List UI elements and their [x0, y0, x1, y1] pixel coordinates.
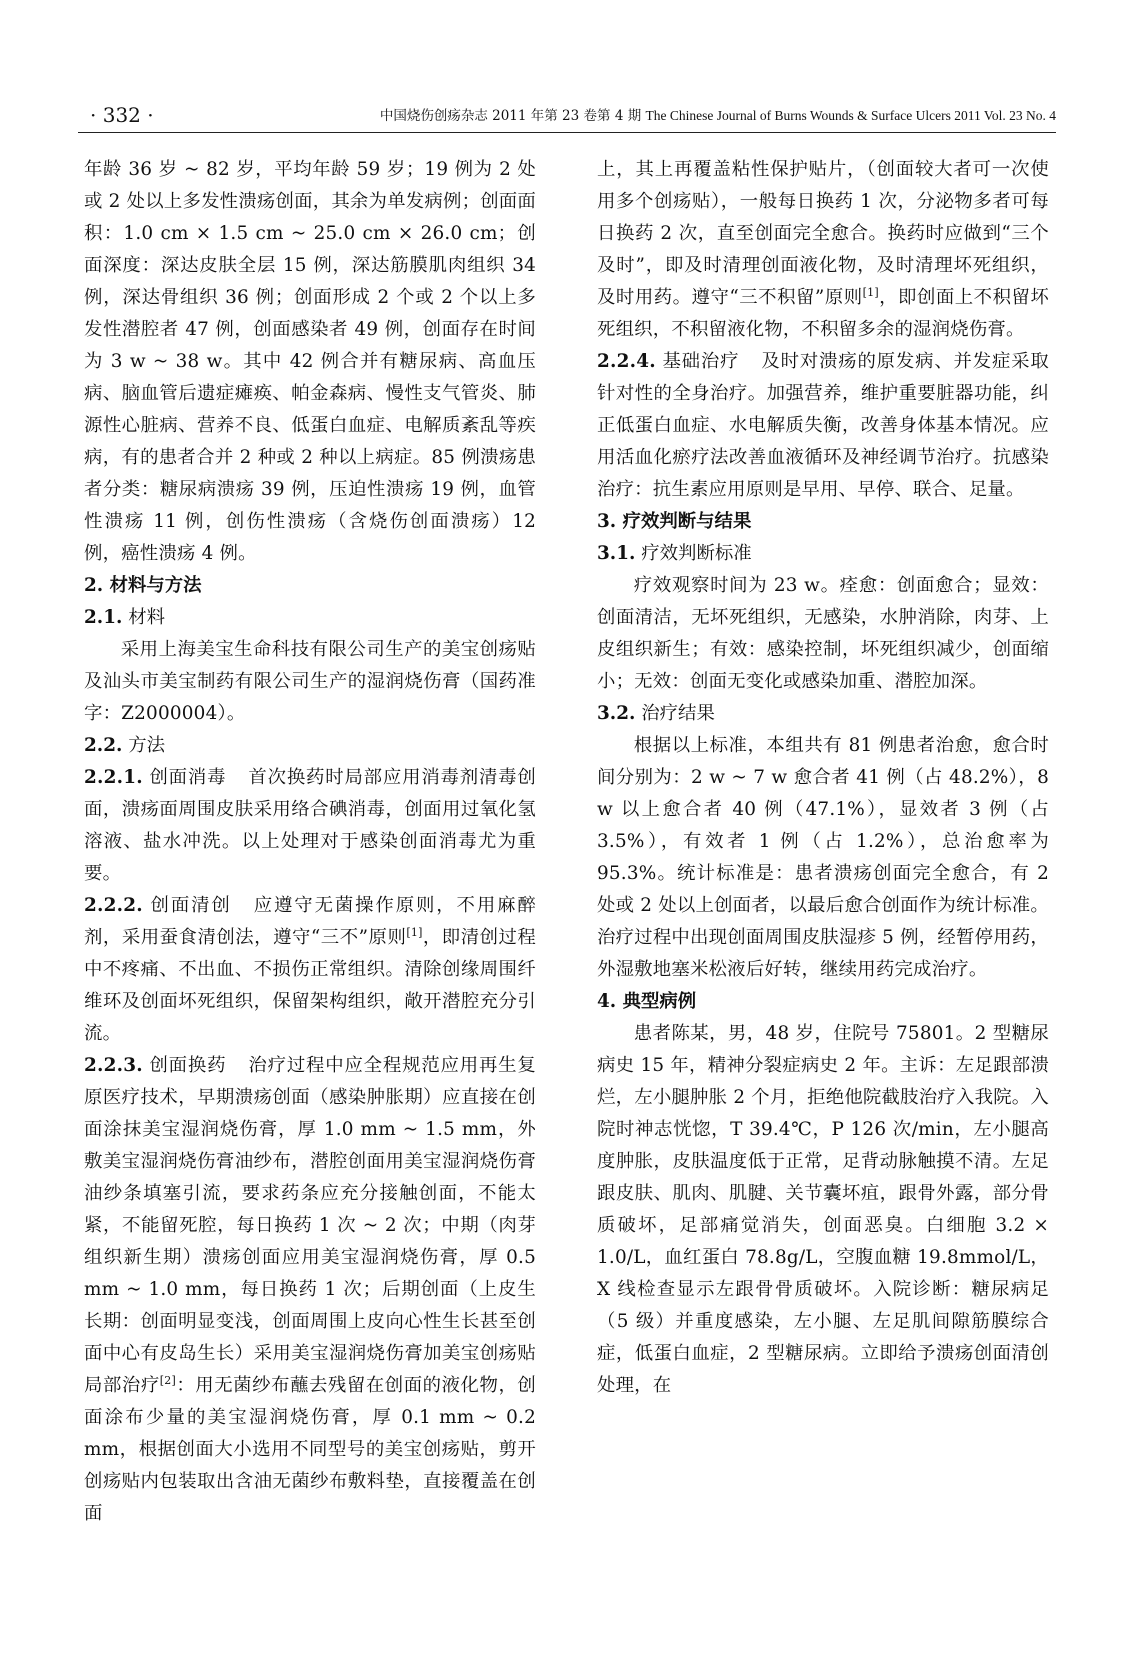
criteria-paragraph: 疗效观察时间为 23 w。痊愈：创面愈合；显效：创面清洁，无坏死组织，无感染，水肿消除，肉芽、上皮组织新生；有效：感染控制，坏死组织减少，创面缩小；无效：创面无变化或感染加重、潜腔加深。 [597, 575, 1049, 692]
journal-title-en: The Chinese Journal of Burns Wounds & Surface Ulcers 2011 Vol. 23 No. 4 [645, 108, 1056, 123]
subsection-heading-materials [84, 602, 536, 634]
running-header [78, 102, 1056, 133]
item-number: 2.2.4. [597, 351, 656, 372]
item-text: 首次换药时局部应用消毒剂清毒创面，溃疡面周围皮肤采用络合碘消毒，创面用过氧化氢溶液、盐水冲洗。以上处理对于感染创面消毒尤为重要。 [84, 767, 536, 884]
heading-text: 治疗结果 [641, 703, 715, 724]
reference-mark: [1] [406, 925, 423, 939]
section-heading-results: 3. 疗效判断与结果 [597, 511, 752, 532]
item-text: ，即创面上不积留坏死组织，不积留液化物，不积留多余的湿润烧伤膏。 [597, 287, 1049, 340]
materials-paragraph: 采用上海美宝生命科技有限公司生产的美宝创疡贴及汕头市美宝制药有限公司生产的湿润烧伤膏（国药准字：Z2000004）。 [84, 639, 536, 724]
item-title: 创面消毒 [149, 767, 227, 788]
item-title: 基础治疗 [662, 351, 740, 372]
outcome-paragraph: 根据以上标准，本组共有 81 例患者治愈，愈合时间分别为：2 w ~ 7 w 愈合者 41 例（占 48.2%），8 w 以上愈合者 40 例（47.1%），显效者 3 例（占 3.5%），有效者 1 例（占 1.2%），总治愈率为 95.3%。统计标准是：患者溃疡创面完全愈合，有 2 处或 2 处以上创面者，以最后愈合创面作为统计标准。治疗过程中出现创面周围皮肤湿疹 5 例，经暂停用药，外湿敷地塞米松液后好转，继续用药完成治疗。 [597, 735, 1049, 980]
heading-number: 3.1. [597, 543, 636, 564]
item-title: 创面换药 [149, 1055, 227, 1076]
page-number: · 332 · [90, 103, 154, 127]
item-title: 创面清创 [150, 895, 232, 916]
heading-text: 疗效判断标准 [641, 543, 752, 564]
dressing-change-paragraph [84, 1050, 536, 1530]
subsection-heading-method [84, 730, 536, 762]
heading-number: 3.2. [597, 703, 636, 724]
item-number: 2.2.1. [84, 767, 143, 788]
right-column [597, 154, 1049, 1614]
item-number: 2.2.2. [84, 895, 143, 916]
item-text: ：用无菌纱布蘸去残留在创面的液化物，创面涂布少量的美宝湿润烧伤膏，厚 0.1 mm ~ 0.2 mm，根据创面大小选用不同型号的美宝创疡贴，剪开创疡贴内包装取出含油无菌纱布敷料垫，直接覆盖在创面 [84, 1375, 536, 1524]
journal-citation [380, 106, 1056, 126]
debridement-paragraph [84, 890, 536, 1050]
patient-overview-paragraph: 年龄 36 岁 ~ 82 岁，平均年龄 59 岁；19 例为 2 处或 2 处以上多发性溃疡创面，其余为单发病例；创面面积：1.0 cm × 1.5 cm ~ 25.0 cm × 26.0 cm；创面深度：深达皮肤全层 15 例，深达筋膜肌肉组织 34 例，深达骨组织 36 例；创面形成 2 个或 2 个以上多发性潜腔者 47 例，创面感染者 49 例，创面存在时间为 3 w ~ 38 w。其中 42 例合并有糖尿病、高血压病、脑血管后遗症瘫痪、帕金森病、慢性支气管炎、肺源性心脏病、营养不良、低蛋白血症、电解质紊乱等疾病，有的患者合并 2 种或 2 种以上病症。85 例溃疡患者分类：糖尿病溃疡 39 例，压迫性溃疡 19 例，血管性溃疡 11 例，创伤性溃疡（含烧伤创面溃疡）12 例，癌性溃疡 4 例。 [84, 159, 536, 564]
left-column [84, 154, 536, 1614]
item-text: 应遵守无菌操作原则，不用麻醉剂，采用蚕食清创法，遵守“三不”原则 [84, 895, 536, 948]
item-number: 2.2.3. [84, 1055, 143, 1076]
case-paragraph: 患者陈某，男，48 岁，住院号 75801。2 型糖尿病史 15 年，精神分裂症病史 2 年。主诉：左足跟部溃烂，左小腿肿胀 2 个月，拒绝他院截肢治疗入我院。入院时神志恍惚，T 39.4℃，P 126 次/min，左小腿高度肿胀，皮肤温度低于正常，足背动脉触摸不清。左足跟皮肤、肌肉、肌腱、关节囊坏疽，跟骨外露，部分骨质破坏，足部痛觉消失，创面恶臭。白细胞 3.2 × 1.0/L，血红蛋白 78.8g/L，空腹血糖 19.8mmol/L，X 线检查显示左跟骨骨质破坏。入院诊断：糖尿病足（5 级）并重度感染，左小腿、左足肌间隙筋膜综合症，低蛋白血症，2 型糖尿病。立即给予溃疡创面清创处理，在 [597, 1023, 1049, 1396]
reference-mark: [2] [159, 1373, 176, 1387]
section-heading-case: 4. 典型病例 [597, 991, 697, 1012]
heading-number: 2.2. [84, 735, 123, 756]
section-heading-methods: 2. 材料与方法 [84, 575, 202, 596]
basic-treatment-paragraph [597, 346, 1049, 506]
journal-title-cn: 中国烧伤创疡杂志 2011 年第 23 卷第 4 期 [379, 108, 642, 124]
subsection-heading-criteria [597, 538, 1049, 570]
item-text: ，即清创过程中不疼痛、不出血、不损伤正常组织。清除创缘周围纤维环及创面坏死组织，保留架构组织，敞开潜腔充分引流。 [84, 927, 536, 1044]
subsection-heading-outcome [597, 698, 1049, 730]
item-text: 治疗过程中应全程规范应用再生复原医疗技术，早期溃疡创面（感染肿胀期）应直接在创面涂抹美宝湿润烧伤膏，厚 1.0 mm ~ 1.5 mm，外敷美宝湿润烧伤膏油纱布，潜腔创面用美宝湿润烧伤膏油纱条填塞引流，要求药条应充分接触创面，不能太紧，不能留死腔，每日换药 1 次 ~ 2 次；中期（肉芽组织新生期）溃疡创面应用美宝湿润烧伤膏，厚 0.5 mm ~ 1.0 mm，每日换药 1 次；后期创面（上皮生长期：创面明显变浅，创面周围上皮向心性生长甚至创面中心有皮岛生长）采用美宝湿润烧伤膏加美宝创疡贴局部治疗 [84, 1055, 536, 1396]
item-text: 及时对溃疡的原发病、并发症采取针对性的全身治疗。加强营养，维护重要脏器功能，纠正低蛋白血症、水电解质失衡，改善身体基本情况。应用活血化瘀疗法改善血液循环及神经调节治疗。抗感染治疗：抗生素应用原则是早用、早停、联合、足量。 [597, 351, 1049, 500]
heading-number: 2.1. [84, 607, 123, 628]
dressing-continued-paragraph [597, 154, 1049, 346]
item-text: 上，其上再覆盖粘性保护贴片，（创面较大者可一次使用多个创疡贴），一般每日换药 1 次，分泌物多者可每日换药 2 次，直至创面完全愈合。换药时应做到“三个及时”，即及时清理创面液化物，及时清理坏死组织，及时用药。遵守“三不积留”原则 [597, 159, 1049, 308]
heading-text: 材料 [128, 607, 166, 628]
heading-text: 方法 [128, 735, 166, 756]
disinfection-paragraph [84, 762, 536, 890]
reference-mark: [1] [862, 285, 879, 299]
